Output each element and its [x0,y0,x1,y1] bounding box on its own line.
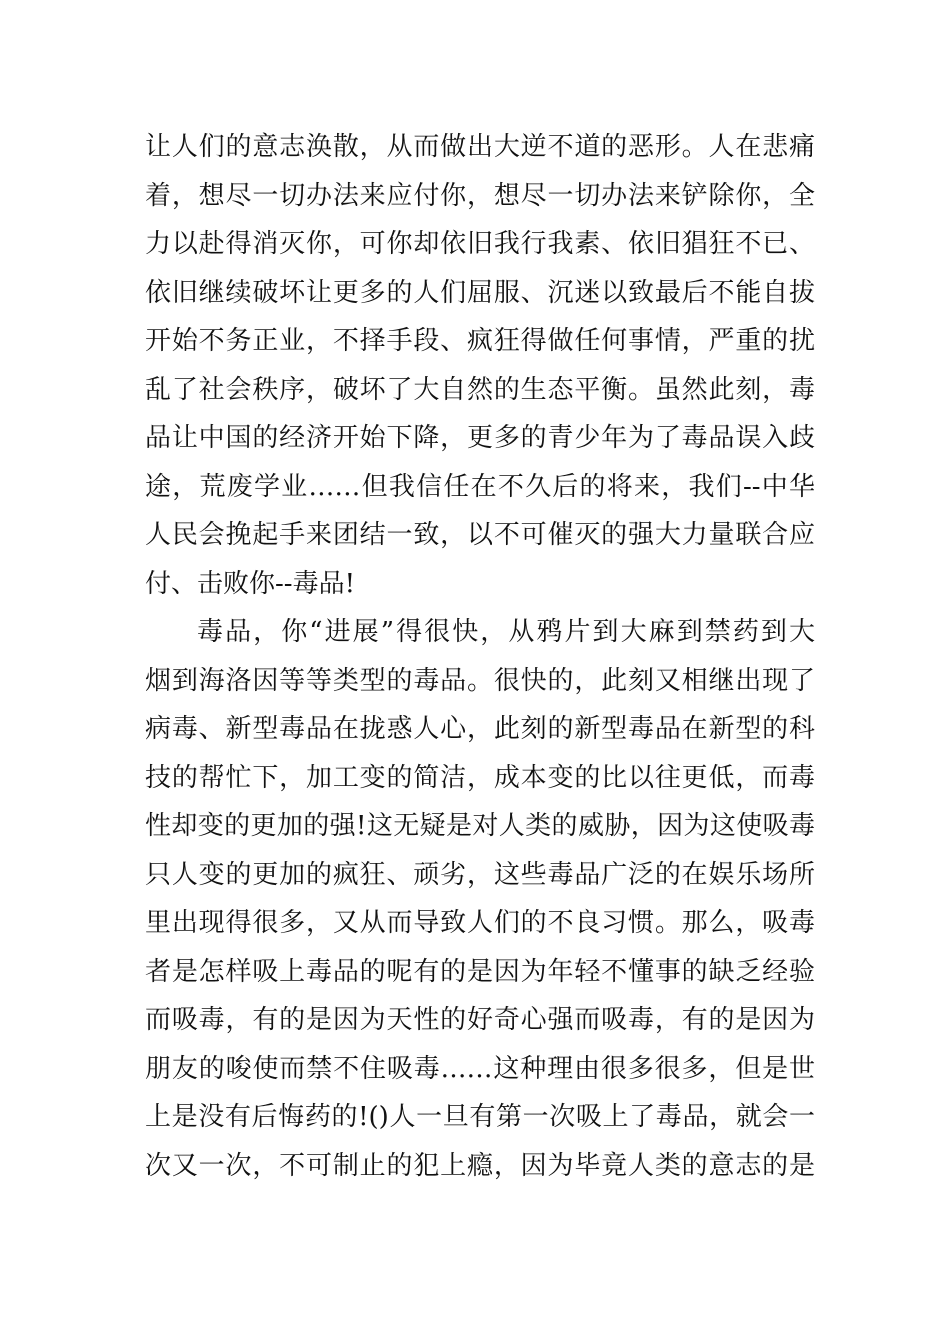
text-line: 依旧继续破坏让更多的人们屈服、沉迷以致最后不能自拔 [145,277,815,308]
text-line: 朋友的唆使而禁不住吸毒……这种理由很多很多，但是世 [145,1053,815,1084]
paragraph-first-line: 毒品，你“进展”得很快，从鸦片到大麻到禁药到大 [197,617,815,647]
text-line: 技的帮忙下，加工变的简洁，成本变的比以往更低，而毒 [145,762,815,793]
text-line: 只人变的更加的疯狂、顽劣，这些毒品广泛的在娱乐场所 [145,859,815,890]
text-line: 性却变的更加的强!这无疑是对人类的威胁，因为这使吸毒 [145,811,815,841]
text-line: 里出现得很多，又从而导致人们的不良习惯。那么，吸毒 [145,908,815,938]
text-line: 而吸毒，有的是因为天性的好奇心强而吸毒，有的是因为 [145,1005,815,1035]
text-line: 病毒、新型毒品在拢惑人心，此刻的新型毒品在新型的科 [145,714,815,744]
text-line: 让人们的意志涣散，从而做出大逆不道的恶形。人在悲痛 [145,132,815,162]
text-line: 次又一次，不可制止的犯上瘾，因为毕竟人类的意志的是 [145,1150,815,1181]
text-line: 着，想尽一切办法来应付你，想尽一切办法来铲除你，全 [145,180,815,211]
text-line: 品让中国的经济开始下降，更多的青少年为了毒品误入歧 [145,423,815,453]
text-line: 力以赴得消灭你，可你却依旧我行我素、依旧猖狂不已、 [145,229,815,259]
text-line: 人民会挽起手来团结一致，以不可催灭的强大力量联合应 [145,520,815,550]
text-line: 者是怎样吸上毒品的呢有的是因为年轻不懂事的缺乏经验 [145,956,815,987]
text-line: 烟到海洛因等等类型的毒品。很快的，此刻又相继出现了 [145,665,815,696]
text-line: 开始不务正业，不择手段、疯狂得做任何事情，严重的扰 [145,326,815,356]
paragraph-end-line: 付、击败你--毒品! [145,568,356,599]
body-text [145,123,815,1190]
text-line: 途，荒废学业……但我信任在不久后的将来，我们--中华 [145,471,815,502]
text-line: 乱了社会秩序，破坏了大自然的生态平衡。虽然此刻，毒 [145,374,815,405]
text-line: 上是没有后悔药的!()人一旦有第一次吸上了毒品，就会一 [145,1102,815,1132]
